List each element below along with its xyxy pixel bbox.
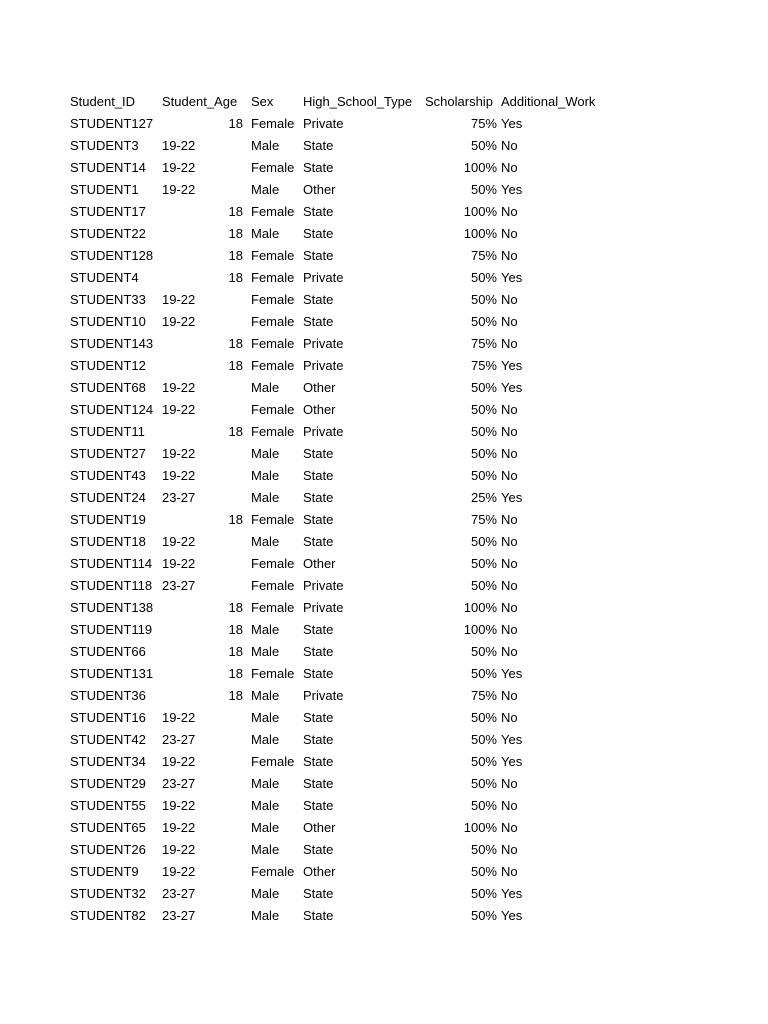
- cell-sex[interactable]: Male: [251, 688, 280, 703]
- cell-additional-work[interactable]: No: [501, 710, 518, 725]
- cell-student-id[interactable]: STUDENT16: [70, 710, 146, 725]
- cell-additional-work[interactable]: No: [501, 292, 518, 307]
- cell-scholarship[interactable]: 75%: [470, 336, 497, 351]
- table-row: [70, 861, 611, 883]
- cell-high-school-type[interactable]: State: [303, 732, 334, 747]
- table-row: [70, 267, 611, 289]
- cell-high-school-type[interactable]: Other: [303, 182, 336, 197]
- cell-student-age[interactable]: 19-22: [162, 468, 196, 483]
- cell-student-age[interactable]: 23-27: [162, 578, 196, 593]
- cell-student-age[interactable]: 18: [228, 270, 243, 285]
- cell-sex[interactable]: Male: [251, 622, 280, 637]
- cell-student-age[interactable]: 23-27: [162, 732, 196, 747]
- table-row: [70, 245, 611, 267]
- cell-student-id[interactable]: STUDENT131: [70, 666, 154, 681]
- cell-high-school-type[interactable]: Private: [303, 358, 344, 373]
- cell-student-age[interactable]: 18: [228, 644, 243, 659]
- cell-scholarship[interactable]: 50%: [470, 380, 497, 395]
- cell-student-id[interactable]: STUDENT29: [70, 776, 146, 791]
- spreadsheet-table-region: [70, 91, 630, 927]
- cell-sex[interactable]: Female: [251, 864, 295, 879]
- cell-student-id[interactable]: STUDENT3: [70, 138, 139, 153]
- cell-high-school-type[interactable]: State: [303, 490, 334, 505]
- table-row: [70, 201, 611, 223]
- cell-high-school-type[interactable]: State: [303, 512, 334, 527]
- cell-additional-work[interactable]: No: [501, 248, 518, 263]
- cell-student-id[interactable]: STUDENT4: [70, 270, 139, 285]
- cell-additional-work[interactable]: No: [501, 600, 518, 615]
- cell-student-age[interactable]: 23-27: [162, 886, 196, 901]
- cell-high-school-type[interactable]: Other: [303, 556, 336, 571]
- cell-high-school-type[interactable]: Private: [303, 600, 344, 615]
- cell-additional-work[interactable]: Yes: [501, 270, 523, 285]
- cell-high-school-type[interactable]: State: [303, 666, 334, 681]
- cell-student-id[interactable]: STUDENT19: [70, 512, 146, 527]
- cell-student-age[interactable]: 18: [228, 226, 243, 241]
- header-high-school-type[interactable]: High_School_Type: [303, 94, 413, 109]
- cell-sex[interactable]: Female: [251, 402, 295, 417]
- cell-high-school-type[interactable]: Other: [303, 864, 336, 879]
- table-row: [70, 311, 611, 333]
- cell-high-school-type[interactable]: Private: [303, 270, 344, 285]
- cell-scholarship[interactable]: 50%: [470, 138, 497, 153]
- cell-scholarship[interactable]: 50%: [470, 732, 497, 747]
- cell-scholarship[interactable]: 50%: [470, 534, 497, 549]
- cell-sex[interactable]: Male: [251, 710, 280, 725]
- cell-sex[interactable]: Male: [251, 798, 280, 813]
- cell-sex[interactable]: Female: [251, 578, 295, 593]
- cell-high-school-type[interactable]: State: [303, 710, 334, 725]
- cell-sex[interactable]: Male: [251, 446, 280, 461]
- cell-scholarship[interactable]: 50%: [470, 864, 497, 879]
- cell-additional-work[interactable]: Yes: [501, 490, 523, 505]
- cell-student-id[interactable]: STUDENT143: [70, 336, 154, 351]
- cell-student-id[interactable]: STUDENT65: [70, 820, 146, 835]
- cell-sex[interactable]: Female: [251, 754, 295, 769]
- cell-sex[interactable]: Female: [251, 600, 295, 615]
- cell-scholarship[interactable]: 100%: [463, 820, 497, 835]
- table-row: [70, 883, 611, 905]
- cell-student-id[interactable]: STUDENT114: [70, 556, 153, 571]
- cell-high-school-type[interactable]: State: [303, 534, 334, 549]
- cell-scholarship[interactable]: 100%: [463, 204, 497, 219]
- cell-student-id[interactable]: STUDENT22: [70, 226, 146, 241]
- cell-additional-work[interactable]: No: [501, 820, 518, 835]
- cell-student-id[interactable]: STUDENT138: [70, 600, 154, 615]
- cell-student-id[interactable]: STUDENT68: [70, 380, 146, 395]
- cell-student-age[interactable]: 19-22: [162, 798, 196, 813]
- cell-sex[interactable]: Female: [251, 512, 295, 527]
- table-row: [70, 135, 611, 157]
- cell-student-age[interactable]: 23-27: [162, 490, 196, 505]
- cell-high-school-type[interactable]: Other: [303, 402, 336, 417]
- cell-sex[interactable]: Male: [251, 226, 280, 241]
- cell-high-school-type[interactable]: State: [303, 908, 334, 923]
- cell-student-age[interactable]: 18: [228, 248, 243, 263]
- cell-sex[interactable]: Male: [251, 490, 280, 505]
- cell-high-school-type[interactable]: Private: [303, 578, 344, 593]
- cell-scholarship[interactable]: 50%: [470, 776, 497, 791]
- cell-additional-work[interactable]: No: [501, 424, 518, 439]
- header-additional-work[interactable]: Additional_Work: [501, 94, 596, 109]
- cell-student-age[interactable]: 18: [228, 116, 243, 131]
- cell-student-age[interactable]: 19-22: [162, 138, 196, 153]
- cell-high-school-type[interactable]: State: [303, 204, 334, 219]
- header-sex[interactable]: Sex: [251, 94, 274, 109]
- cell-sex[interactable]: Female: [251, 116, 295, 131]
- cell-scholarship[interactable]: 100%: [463, 160, 497, 175]
- table-row: [70, 685, 611, 707]
- cell-scholarship[interactable]: 50%: [470, 754, 497, 769]
- cell-additional-work[interactable]: No: [501, 534, 518, 549]
- cell-scholarship[interactable]: 50%: [470, 270, 497, 285]
- cell-additional-work[interactable]: No: [501, 798, 518, 813]
- cell-student-age[interactable]: 18: [228, 424, 243, 439]
- cell-sex[interactable]: Female: [251, 314, 295, 329]
- table-row: [70, 509, 611, 531]
- cell-scholarship[interactable]: 50%: [470, 468, 497, 483]
- cell-student-age[interactable]: 19-22: [162, 380, 196, 395]
- cell-sex[interactable]: Female: [251, 248, 295, 263]
- cell-high-school-type[interactable]: State: [303, 446, 334, 461]
- cell-sex[interactable]: Female: [251, 270, 295, 285]
- table-row: [70, 839, 611, 861]
- cell-additional-work[interactable]: No: [501, 468, 518, 483]
- cell-student-age[interactable]: 19-22: [162, 710, 196, 725]
- cell-student-age[interactable]: 18: [228, 600, 243, 615]
- cell-scholarship[interactable]: 50%: [470, 402, 497, 417]
- cell-sex[interactable]: Male: [251, 468, 280, 483]
- table-row: [70, 817, 611, 839]
- table-row: [70, 619, 611, 641]
- table-row: [70, 289, 611, 311]
- cell-high-school-type[interactable]: State: [303, 138, 334, 153]
- cell-high-school-type[interactable]: Other: [303, 380, 336, 395]
- cell-student-age[interactable]: 19-22: [162, 446, 196, 461]
- cell-sex[interactable]: Female: [251, 336, 295, 351]
- cell-scholarship[interactable]: 75%: [470, 358, 497, 373]
- cell-scholarship[interactable]: 50%: [470, 886, 497, 901]
- cell-student-age[interactable]: 18: [228, 688, 243, 703]
- cell-high-school-type[interactable]: State: [303, 622, 334, 637]
- cell-high-school-type[interactable]: State: [303, 798, 334, 813]
- table-row: [70, 751, 611, 773]
- table-row: [70, 157, 611, 179]
- cell-scholarship[interactable]: 50%: [470, 908, 497, 923]
- cell-sex[interactable]: Male: [251, 380, 280, 395]
- cell-high-school-type[interactable]: Private: [303, 688, 344, 703]
- cell-student-id[interactable]: STUDENT27: [70, 446, 146, 461]
- cell-sex[interactable]: Male: [251, 820, 280, 835]
- table-row: [70, 487, 611, 509]
- cell-additional-work[interactable]: No: [501, 314, 518, 329]
- cell-sex[interactable]: Male: [251, 182, 280, 197]
- cell-student-id[interactable]: STUDENT118: [70, 578, 153, 593]
- cell-student-id[interactable]: STUDENT17: [70, 204, 146, 219]
- table-row: [70, 597, 611, 619]
- cell-student-id[interactable]: STUDENT32: [70, 886, 146, 901]
- cell-student-age[interactable]: 23-27: [162, 908, 196, 923]
- table-row: [70, 399, 611, 421]
- cell-student-age[interactable]: 18: [228, 622, 243, 637]
- cell-additional-work[interactable]: No: [501, 776, 518, 791]
- cell-additional-work[interactable]: No: [501, 226, 518, 241]
- table-row: [70, 333, 611, 355]
- cell-sex[interactable]: Male: [251, 534, 280, 549]
- cell-additional-work[interactable]: No: [501, 688, 518, 703]
- cell-high-school-type[interactable]: State: [303, 468, 334, 483]
- cell-student-age[interactable]: 19-22: [162, 820, 196, 835]
- cell-student-id[interactable]: STUDENT24: [70, 490, 146, 505]
- table-row: [70, 729, 611, 751]
- cell-student-age[interactable]: 19-22: [162, 314, 196, 329]
- cell-additional-work[interactable]: No: [501, 622, 518, 637]
- cell-student-age[interactable]: 19-22: [162, 754, 196, 769]
- cell-scholarship[interactable]: 100%: [463, 622, 497, 637]
- table-row: [70, 553, 611, 575]
- cell-student-id[interactable]: STUDENT128: [70, 248, 154, 263]
- table-row: [70, 641, 611, 663]
- cell-high-school-type[interactable]: State: [303, 292, 334, 307]
- cell-student-id[interactable]: STUDENT11: [70, 424, 145, 439]
- cell-student-id[interactable]: STUDENT34: [70, 754, 146, 769]
- cell-high-school-type[interactable]: State: [303, 160, 334, 175]
- cell-student-id[interactable]: STUDENT66: [70, 644, 146, 659]
- cell-scholarship[interactable]: 100%: [463, 226, 497, 241]
- header-scholarship[interactable]: Scholarship: [425, 94, 493, 109]
- cell-sex[interactable]: Female: [251, 358, 295, 373]
- cell-student-age[interactable]: 18: [228, 336, 243, 351]
- cell-scholarship[interactable]: 50%: [470, 842, 497, 857]
- table-row: [70, 179, 611, 201]
- cell-student-id[interactable]: STUDENT26: [70, 842, 146, 857]
- cell-scholarship[interactable]: 50%: [470, 578, 497, 593]
- cell-high-school-type[interactable]: State: [303, 248, 334, 263]
- table-row: [70, 377, 611, 399]
- table-row: [70, 575, 611, 597]
- table-row: [70, 531, 611, 553]
- cell-scholarship[interactable]: 50%: [470, 446, 497, 461]
- cell-student-age[interactable]: 19-22: [162, 292, 196, 307]
- cell-sex[interactable]: Female: [251, 556, 295, 571]
- cell-additional-work[interactable]: Yes: [501, 886, 523, 901]
- cell-scholarship[interactable]: 75%: [470, 688, 497, 703]
- table-row: [70, 795, 611, 817]
- cell-additional-work[interactable]: No: [501, 446, 518, 461]
- cell-high-school-type[interactable]: State: [303, 776, 334, 791]
- header-student-id[interactable]: Student_ID: [70, 94, 136, 109]
- table-row: [70, 465, 611, 487]
- student-table: [70, 91, 611, 927]
- cell-scholarship[interactable]: 75%: [470, 512, 497, 527]
- cell-high-school-type[interactable]: State: [303, 644, 334, 659]
- cell-student-id[interactable]: STUDENT36: [70, 688, 146, 703]
- cell-scholarship[interactable]: 50%: [470, 292, 497, 307]
- table-body: [70, 113, 611, 927]
- cell-high-school-type[interactable]: Private: [303, 424, 344, 439]
- cell-sex[interactable]: Male: [251, 842, 280, 857]
- cell-scholarship[interactable]: 75%: [470, 248, 497, 263]
- cell-student-id[interactable]: STUDENT9: [70, 864, 139, 879]
- cell-additional-work[interactable]: No: [501, 160, 518, 175]
- cell-additional-work[interactable]: Yes: [501, 908, 523, 923]
- header-row: [70, 91, 611, 113]
- cell-student-id[interactable]: STUDENT12: [70, 358, 146, 373]
- cell-student-id[interactable]: STUDENT14: [70, 160, 146, 175]
- cell-additional-work[interactable]: Yes: [501, 732, 523, 747]
- cell-scholarship[interactable]: 50%: [470, 314, 497, 329]
- cell-additional-work[interactable]: No: [501, 402, 518, 417]
- cell-student-id[interactable]: STUDENT127: [70, 116, 154, 131]
- cell-student-age[interactable]: 19-22: [162, 842, 196, 857]
- cell-student-id[interactable]: STUDENT33: [70, 292, 146, 307]
- cell-student-id[interactable]: STUDENT10: [70, 314, 146, 329]
- cell-student-id[interactable]: STUDENT82: [70, 908, 146, 923]
- cell-student-age[interactable]: 18: [228, 666, 243, 681]
- cell-scholarship[interactable]: 50%: [470, 666, 497, 681]
- table-row: [70, 421, 611, 443]
- table-row: [70, 223, 611, 245]
- cell-sex[interactable]: Female: [251, 424, 295, 439]
- cell-student-age[interactable]: 18: [228, 358, 243, 373]
- cell-sex[interactable]: Male: [251, 732, 280, 747]
- cell-student-id[interactable]: STUDENT43: [70, 468, 146, 483]
- cell-additional-work[interactable]: No: [501, 578, 518, 593]
- cell-additional-work[interactable]: Yes: [501, 666, 523, 681]
- cell-student-age[interactable]: 19-22: [162, 864, 196, 879]
- table-row: [70, 905, 611, 927]
- cell-student-id[interactable]: STUDENT55: [70, 798, 146, 813]
- cell-additional-work[interactable]: No: [501, 512, 518, 527]
- cell-sex[interactable]: Female: [251, 666, 295, 681]
- cell-high-school-type[interactable]: State: [303, 314, 334, 329]
- cell-scholarship[interactable]: 75%: [470, 116, 497, 131]
- cell-student-id[interactable]: STUDENT42: [70, 732, 146, 747]
- cell-high-school-type[interactable]: State: [303, 226, 334, 241]
- cell-student-id[interactable]: STUDENT124: [70, 402, 154, 417]
- cell-student-id[interactable]: STUDENT18: [70, 534, 146, 549]
- cell-scholarship[interactable]: 50%: [470, 182, 497, 197]
- cell-sex[interactable]: Female: [251, 160, 295, 175]
- cell-student-age[interactable]: 18: [228, 512, 243, 527]
- cell-additional-work[interactable]: Yes: [501, 182, 523, 197]
- cell-student-age[interactable]: 19-22: [162, 182, 196, 197]
- cell-scholarship[interactable]: 100%: [463, 600, 497, 615]
- cell-additional-work[interactable]: No: [501, 336, 518, 351]
- cell-additional-work[interactable]: No: [501, 842, 518, 857]
- cell-scholarship[interactable]: 50%: [470, 556, 497, 571]
- cell-scholarship[interactable]: 25%: [470, 490, 497, 505]
- cell-sex[interactable]: Female: [251, 292, 295, 307]
- cell-scholarship[interactable]: 50%: [470, 644, 497, 659]
- cell-student-age[interactable]: 19-22: [162, 556, 196, 571]
- table-row: [70, 443, 611, 465]
- cell-high-school-type[interactable]: State: [303, 754, 334, 769]
- cell-scholarship[interactable]: 50%: [470, 798, 497, 813]
- cell-sex[interactable]: Female: [251, 204, 295, 219]
- cell-student-age[interactable]: 19-22: [162, 402, 196, 417]
- cell-high-school-type[interactable]: Private: [303, 116, 344, 131]
- cell-sex[interactable]: Male: [251, 776, 280, 791]
- table-row: [70, 707, 611, 729]
- cell-scholarship[interactable]: 50%: [470, 424, 497, 439]
- cell-additional-work[interactable]: No: [501, 644, 518, 659]
- cell-high-school-type[interactable]: Other: [303, 820, 336, 835]
- cell-additional-work[interactable]: Yes: [501, 380, 523, 395]
- cell-sex[interactable]: Male: [251, 886, 280, 901]
- cell-student-age[interactable]: 18: [228, 204, 243, 219]
- cell-student-id[interactable]: STUDENT1: [70, 182, 139, 197]
- table-row: [70, 113, 611, 135]
- cell-sex[interactable]: Male: [251, 644, 280, 659]
- cell-additional-work[interactable]: No: [501, 204, 518, 219]
- header-student-age[interactable]: Student_Age: [162, 94, 238, 109]
- cell-high-school-type[interactable]: State: [303, 842, 334, 857]
- cell-student-age[interactable]: 19-22: [162, 534, 196, 549]
- cell-additional-work[interactable]: Yes: [501, 116, 523, 131]
- cell-student-id[interactable]: STUDENT119: [70, 622, 153, 637]
- cell-high-school-type[interactable]: Private: [303, 336, 344, 351]
- cell-sex[interactable]: Male: [251, 138, 280, 153]
- cell-additional-work[interactable]: Yes: [501, 358, 523, 373]
- cell-sex[interactable]: Male: [251, 908, 280, 923]
- cell-additional-work[interactable]: No: [501, 556, 518, 571]
- cell-student-age[interactable]: 23-27: [162, 776, 196, 791]
- cell-student-age[interactable]: 19-22: [162, 160, 196, 175]
- cell-additional-work[interactable]: Yes: [501, 754, 523, 769]
- table-row: [70, 355, 611, 377]
- table-row: [70, 773, 611, 795]
- cell-additional-work[interactable]: No: [501, 138, 518, 153]
- table-row: [70, 663, 611, 685]
- cell-high-school-type[interactable]: State: [303, 886, 334, 901]
- cell-additional-work[interactable]: No: [501, 864, 518, 879]
- cell-scholarship[interactable]: 50%: [470, 710, 497, 725]
